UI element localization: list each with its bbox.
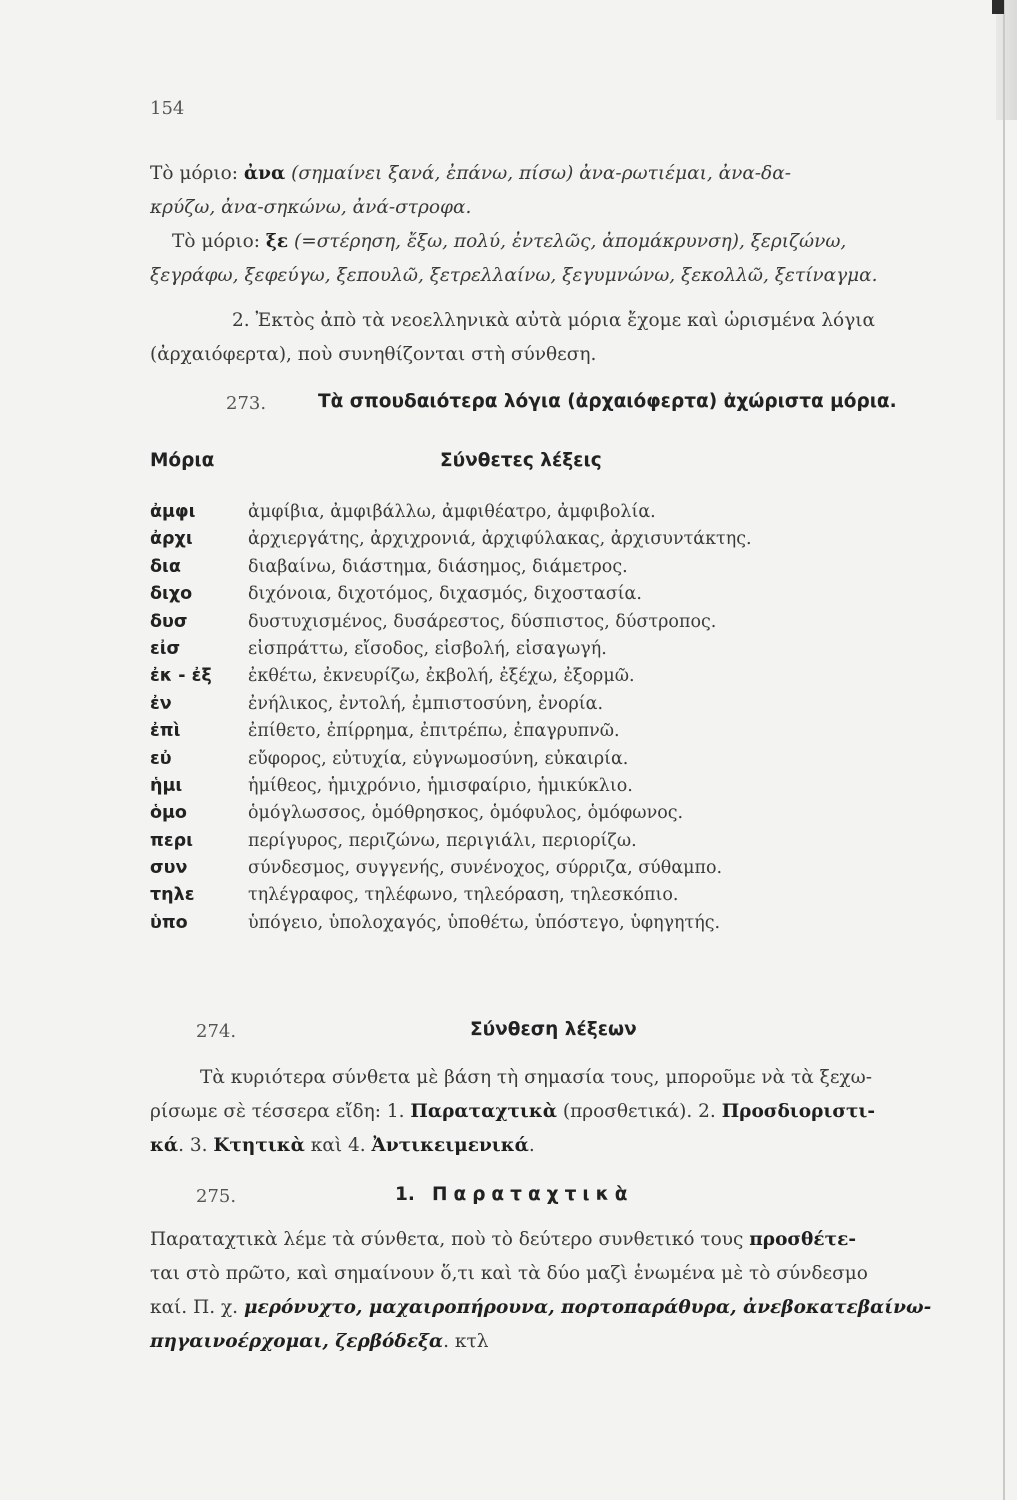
s275-line-4: πηγαινοέρχομαι, ζερβόδεξα. κτλ [150,1331,489,1352]
row-prefix: δυσ [150,611,188,632]
row-prefix: ἡμι [150,775,183,796]
row-words: εἰσπράττω, εἴσοδος, εἰσβολή, εἰσαγωγή. [248,638,607,659]
table-row [150,774,950,801]
para2-line-2: (ἀρχαιόφερτα), ποὺ συνηθίζονται στὴ σύνθεση. [150,344,597,365]
table-row [150,856,950,883]
row-prefix: ἐν [150,693,172,714]
section-275-title-number: 1. [395,1184,415,1205]
column-header-prefix: Μόρια [150,450,215,471]
page-edge-corner [992,0,1004,14]
intro-paragraph [150,157,945,293]
section-275-number: 275. [196,1186,237,1207]
prefix-ana: ἀνα [243,163,286,184]
paragraph-2 [150,304,945,372]
s275-line-3: καί. Π. χ. μερόνυχτο, μαχαιροπήρουνα, πορτοπαράθυρα, ἀνεβοκατεβαίνω- [150,1297,932,1318]
intro-line-1: Τὸ μόριο: ἀνα (σημαίνει ξανά, ἐπάνω, πίσω) ἀνα-ρωτιέμαι, ἀνα-δα- [150,163,791,184]
table-row [150,829,950,856]
row-prefix: εὐ [150,748,172,769]
table-row [150,692,950,719]
table-row [150,664,950,691]
row-words: ἀρχιεργάτης, ἀρχιχρονιά, ἀρχιφύλακας, ἀρχισυντάκτης. [248,529,752,550]
row-prefix: περι [150,830,193,851]
table-row [150,637,950,664]
row-prefix: εἰσ [150,638,181,659]
section-274-title: Σύνθεση λέξεων [470,1019,637,1040]
row-prefix: συν [150,858,188,879]
section-274-paragraph [150,1061,945,1163]
intro-line-3: Τὸ μόριο: ξε (=στέρηση, ἔξω, πολύ, ἐντελῶς, ἀπομάκρυνση), ξεριζώνω, [172,231,847,252]
table-row [150,582,950,609]
row-words: ὑπόγειο, ὑπολοχαγός, ὑποθέτω, ὑπόστεγο, ὑφηγητής. [248,912,721,933]
intro-line-4: ξεγράφω, ξεφεύγω, ξεπουλῶ, ξετρελλαίνω, ξεγυμνώνω, ξεκολλῶ, ξετίναγμα. [150,265,878,286]
prefix-xe: ξε [265,231,289,252]
prefix-table [150,500,950,938]
para2-line-1: 2. Ἐκτὸς ἀπὸ τὰ νεοελληνικὰ αὐτὰ μόρια ἔχομε καὶ ὡρισμένα λόγια [232,310,875,331]
row-prefix: ὁμο [150,803,187,824]
s275-line-2: ται στὸ πρῶτο, καὶ σημαίνουν ὅ,τι καὶ τὰ δύο μαζὶ ἑνωμένα μὲ τὸ σύνδεσμο [150,1263,868,1284]
s275-line-1: Παραταχτικὰ λέμε τὰ σύνθετα, ποὺ τὸ δεύτερο συνθετικό τους προσθέτε- [150,1229,857,1250]
row-words: ἐπίθετο, ἐπίρρημα, ἐπιτρέπω, ἐπαγρυπνῶ. [248,721,620,742]
row-words: δυστυχισμένος, δυσάρεστος, δύσπιστος, δύστροπος. [248,611,717,632]
page-edge-shadow [996,0,1017,120]
row-prefix: ἐκ - ἐξ [150,666,212,687]
row-words: ὁμόγλωσσος, ὁμόθρησκος, ὁμόφυλος, ὁμόφωνος. [248,803,684,824]
table-row [150,555,950,582]
section-275-paragraph [150,1223,945,1359]
table-row [150,747,950,774]
table-row [150,719,950,746]
section-273-number: 273. [226,393,267,414]
s274-line-1: Τὰ κυριότερα σύνθετα μὲ βάση τὴ σημασία τους, μποροῦμε νὰ τὰ ξεχω- [200,1067,872,1088]
row-words: διαβαίνω, διάστημα, διάσημος, διάμετρος. [248,556,628,577]
page-edge-line [1003,0,1005,1500]
section-273-title: Τὰ σπουδαιότερα λόγια (ἀρχαιόφερτα) ἀχώριστα μόρια. [318,391,897,412]
column-header-words: Σύνθετες λέξεις [440,450,602,471]
table-row [150,500,950,527]
row-prefix: ἀμφι [150,502,196,522]
row-prefix: δια [150,556,181,577]
section-274-number: 274. [196,1021,237,1042]
row-prefix: διχο [150,584,193,605]
row-words: διχόνοια, διχοτόμος, διχασμός, διχοστασία. [248,584,642,605]
table-row [150,801,950,828]
s274-line-3: κά. 3. Κτητικὰ καὶ 4. Ἀντικειμενικά. [150,1135,535,1156]
intro-line-2: κρύζω, ἀνα-σηκώνω, ἀνά-στροφα. [150,197,472,218]
s274-line-2: ρίσωμε σὲ τέσσερα εἴδη: 1. Παραταχτικὰ (προσθετικά). 2. Προσδιοριστι- [150,1101,876,1122]
row-words: τηλέγραφος, τηλέφωνο, τηλεόραση, τηλεσκόπιο. [248,885,679,906]
section-275-title: Παραταχτικὰ [432,1184,634,1205]
row-prefix: ἀρχι [150,529,193,550]
table-row [150,883,950,910]
row-prefix: ἐπὶ [150,721,181,742]
table-row [150,527,950,554]
row-words: σύνδεσμος, συγγενής, συνένοχος, σύρριζα, σύθαμπο. [248,858,723,879]
page-number: 154 [150,98,185,119]
table-row [150,911,950,938]
row-prefix: ὑπο [150,912,188,933]
row-words: εὔφορος, εὐτυχία, εὐγνωμοσύνη, εὐκαιρία. [248,748,629,769]
row-words: ἀμφίβια, ἀμφιβάλλω, ἀμφιθέατρο, ἀμφιβολία. [248,502,656,522]
table-row [150,610,950,637]
row-words: ἡμίθεος, ἡμιχρόνιο, ἡμισφαίριο, ἡμικύκλιο. [248,775,633,796]
row-words: ἐκθέτω, ἐκνευρίζω, ἐκβολή, ἐξέχω, ἐξορμῶ. [248,666,635,687]
row-words: περίγυρος, περιζώνω, περιγιάλι, περιορίζω. [248,830,637,851]
row-words: ἐνήλικος, ἐντολή, ἐμπιστοσύνη, ἐνορία. [248,693,604,714]
row-prefix: τηλε [150,885,195,906]
